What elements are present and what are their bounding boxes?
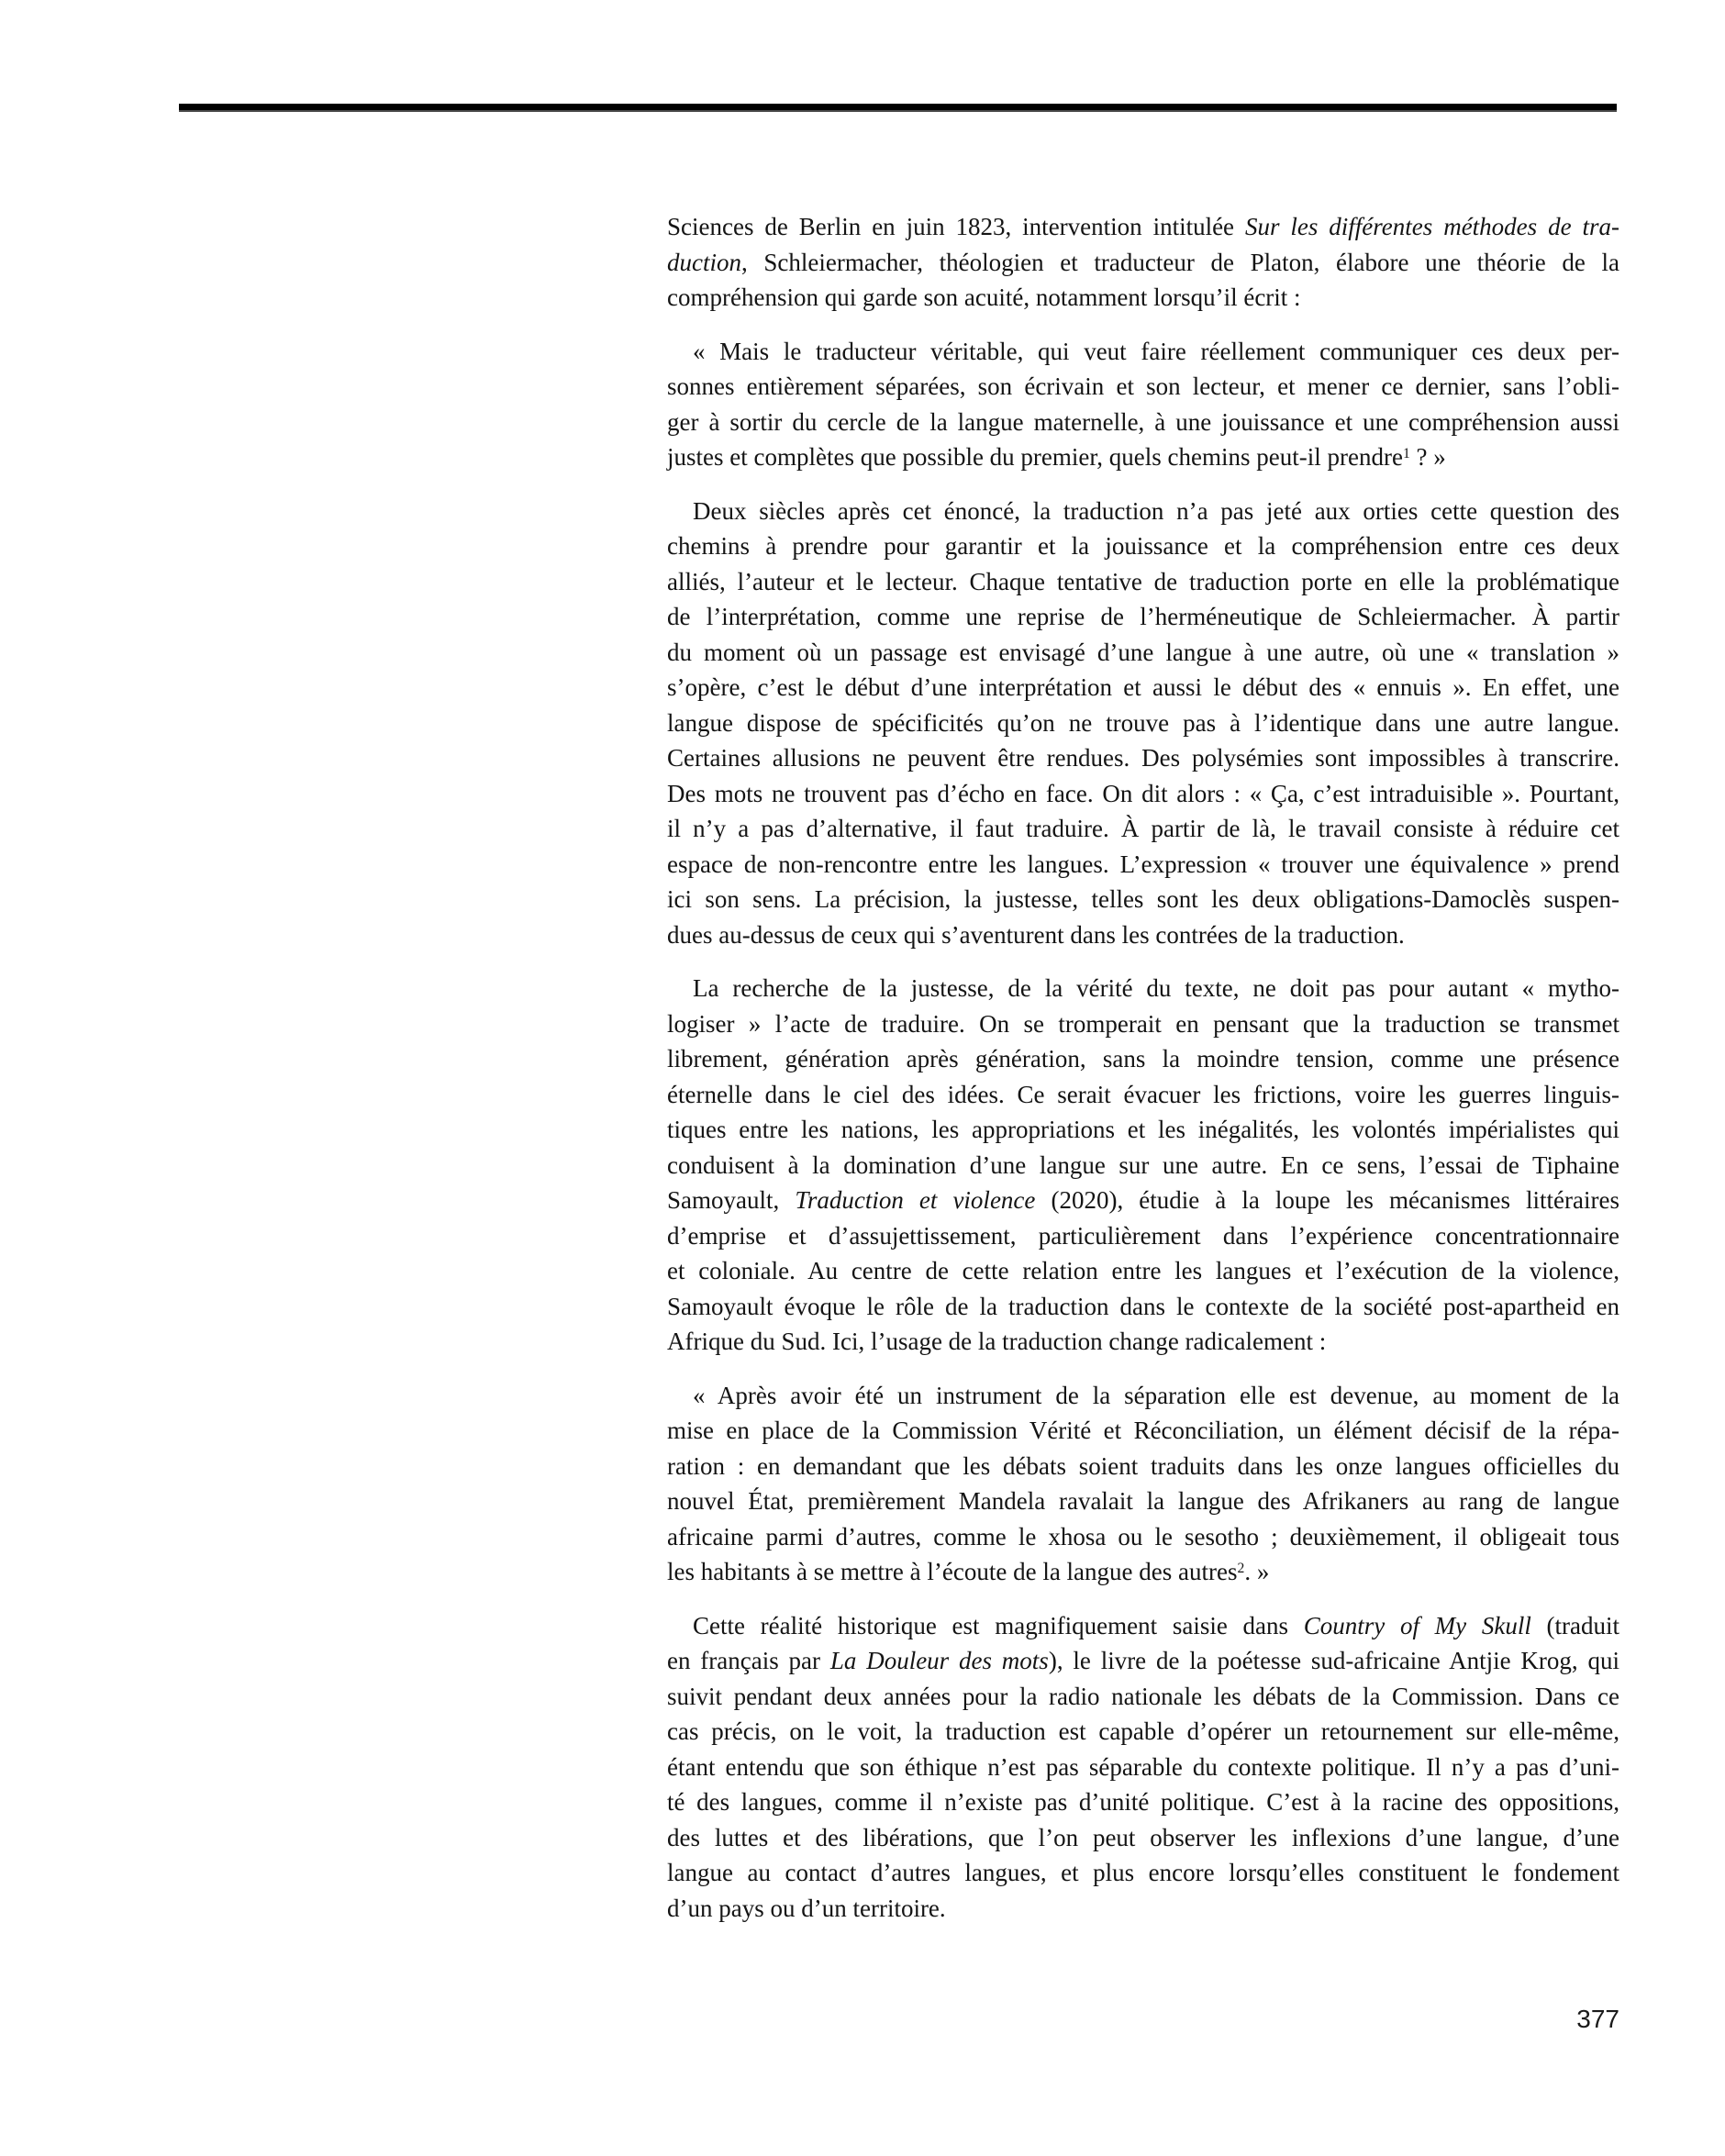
text-line: s’opère, c’est le début d’une interprétation et aussi le début des « ennuis ». En effet, une (667, 673, 1619, 701)
paragraph (667, 1608, 1619, 1927)
text-line: librement, génération après génération, sans la moindre tension, comme une présence (667, 1045, 1619, 1072)
text-line: duction, Schleiermacher, théologien et traducteur de Platon, élabore une théorie de la (667, 248, 1619, 276)
paragraph (667, 494, 1619, 953)
text-line: dues au-dessus de ceux qui s’aventurent dans les contrées de la traduction. (667, 920, 1405, 949)
block-quote (667, 1378, 1619, 1590)
text-line: nouvel État, premièrement Mandela ravalait la langue des Afrikaners au rang de langue (667, 1487, 1619, 1515)
text-line: Deux siècles après cet énoncé, la traduction n’a pas jeté aux orties cette question des (693, 496, 1619, 525)
text-line: sonnes entièrement séparées, son écrivain et son lecteur, et mener ce dernier, sans l’obli- (667, 372, 1619, 400)
text-line: des luttes et des libérations, que l’on peut observer les inflexions d’une langue, d’une (667, 1823, 1619, 1851)
text-line: compréhension qui garde son acuité, notamment lorsqu’il écrit : (667, 283, 1301, 311)
text-line: té des langues, comme il n’existe pas d’unité politique. C’est à la racine des oppositions, (667, 1788, 1619, 1816)
text-line: conduisent à la domination d’une langue sur une autre. En ce sens, l’essai de Tiphaine (667, 1150, 1619, 1179)
text-line: Sciences de Berlin en juin 1823, intervention intitulée Sur les différentes méthodes de tra- (667, 213, 1619, 240)
page-number: 377 (1576, 2005, 1619, 2033)
header-rule (179, 104, 1617, 112)
text-line: africaine parmi d’autres, comme le xhosa ou le sesotho ; deuxièmement, il obligeait tous (667, 1522, 1619, 1550)
text-line: ger à sortir du cercle de la langue maternelle, à une jouissance et une compréhension aussi (667, 407, 1619, 436)
text-line: logiser » l’acte de traduire. On se tromperait en pensant que la traduction se transmet (667, 1009, 1619, 1038)
text-line: tiques entre les nations, les appropriations et les inégalités, les volontés impérialistes qui (667, 1116, 1619, 1143)
text-line: ici son sens. La précision, la justesse, telles sont les deux obligations-Damoclès suspen- (667, 885, 1619, 913)
footnote-ref: 1 (1402, 446, 1410, 462)
text-line: Samoyault évoque le rôle de la traduction dans le contexte de la société post-apartheid en (667, 1292, 1619, 1320)
text-line: suivit pendant deux années pour la radio nationale les débats de la Commission. Dans ce (667, 1682, 1619, 1710)
text-line: La recherche de la justesse, de la vérité du texte, ne doit pas pour autant « mytho- (693, 974, 1619, 1002)
text-line: « Mais le traducteur véritable, qui veut faire réellement communiquer ces deux per- (693, 337, 1619, 365)
text-line: étant entendu que son éthique n’est pas séparable du contexte politique. Il n’y a pas d’uni- (667, 1752, 1619, 1781)
text-line: langue au contact d’autres langues, et plus encore lorsqu’elles constituent le fondement (667, 1859, 1619, 1886)
text-line: il n’y a pas d’alternative, il faut traduire. À partir de là, le travail consiste à réduire cet (667, 815, 1619, 842)
text-line: Certaines allusions ne peuvent être rendues. Des polysémies sont impossibles à transcrire. (667, 744, 1619, 772)
footnote-ref: 2 (1237, 1561, 1245, 1577)
block-quote (667, 334, 1619, 475)
text-line: Afrique du Sud. Ici, l’usage de la traduction change radicalement : (667, 1328, 1327, 1355)
text-line: chemins à prendre pour garantir et la jouissance et la compréhension entre ces deux (667, 532, 1619, 560)
text-line: éternelle dans le ciel des idées. Ce serait évacuer les frictions, voire les guerres linguis- (667, 1080, 1619, 1108)
text-line: d’emprise et d’assujettissement, particulièrement dans l’expérience concentrationnaire (667, 1221, 1619, 1250)
text-line: alliés, l’auteur et le lecteur. Chaque tentative de traduction porte en elle la problématique (667, 567, 1619, 595)
text-line: Samoyault, Traduction et violence (2020), étudie à la loupe les mécanismes littéraires (667, 1186, 1619, 1214)
text-line: et coloniale. Au centre de cette relation entre les langues et l’exécution de la violence, (667, 1257, 1619, 1284)
text-line: justes et complètes que possible du premier, quels chemins peut-il prendre$^1$ ? » (667, 443, 1446, 471)
text-line: de l’interprétation, comme une reprise de l’herméneutique de Schleiermacher. À partir (667, 603, 1619, 630)
text-line: Cette réalité historique est magnifiquement saisie dans Country of My Skull (traduit (693, 1611, 1619, 1639)
paragraph (667, 971, 1619, 1360)
text-line: cas précis, on le voit, la traduction est capable d’opérer un retournement sur elle-même, (667, 1717, 1619, 1745)
text-line: langue dispose de spécificités qu’on ne trouve pas à l’identique dans une autre langue. (667, 708, 1619, 737)
text-line: les habitants à se mettre à l’écoute de la langue des autres$^2$. » (667, 1558, 1270, 1585)
text-line: Des mots ne trouvent pas d’écho en face. On dit alors : « Ça, c’est intraduisible ». Pourtant, (667, 779, 1619, 807)
text-line: en français par La Douleur des mots), le livre de la poétesse sud-africaine Antjie Krog, qui (667, 1647, 1619, 1674)
text-line: du moment où un passage est envisagé d’une langue à une autre, où une « translation » (667, 638, 1619, 666)
text-line: ration : en demandant que les débats soient traduits dans les onze langues officielles du (667, 1451, 1619, 1480)
text-column (667, 209, 1619, 1926)
text-line: d’un pays ou d’un territoire. (667, 1894, 946, 1922)
paragraph (667, 209, 1619, 316)
text-line: mise en place de la Commission Vérité et Réconciliation, un élément décisif de la répa- (667, 1417, 1619, 1444)
text-line: « Après avoir été un instrument de la séparation elle est devenue, au moment de la (693, 1381, 1619, 1409)
text-line: espace de non-rencontre entre les langues. L’expression « trouver une équivalence » prend (667, 850, 1619, 878)
